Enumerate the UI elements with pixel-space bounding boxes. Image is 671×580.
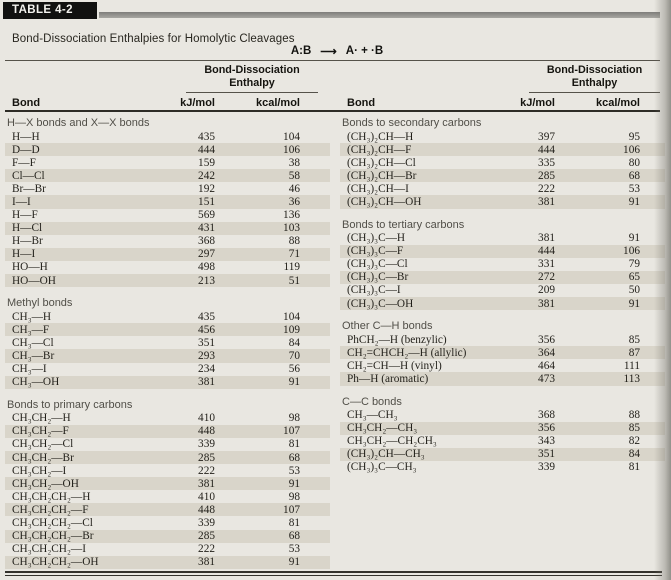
bond-row (5, 222, 330, 235)
kcal-value: 91 (288, 556, 300, 569)
kj-value: 285 (198, 451, 215, 464)
bond-row (340, 372, 665, 385)
kcal-value: 113 (623, 372, 640, 385)
kcal-value: 81 (288, 516, 300, 529)
column-headers-left (5, 93, 330, 109)
bond-row (5, 412, 330, 425)
kj-value: 151 (198, 196, 215, 209)
bond-name: CH₃CH₂CH₂—OH (12, 556, 99, 569)
bond-name: (CH₃)₃C—F (347, 245, 404, 258)
bond-column-header: Bond (12, 97, 41, 109)
kcal-value: 81 (288, 438, 300, 451)
kcal-value: 82 (628, 435, 640, 448)
bond-name: H—I (12, 248, 36, 261)
kj-value: 364 (538, 346, 555, 359)
section-label: H—X bonds and X—X bonds (7, 117, 150, 129)
kcal-column-header: kcal/mol (595, 97, 640, 109)
kj-value: 351 (198, 336, 215, 349)
bond-name: (CH₃)₂CH—H (347, 130, 414, 143)
bond-name: CH₃—F (12, 323, 50, 336)
kcal-value: 91 (628, 232, 640, 245)
bond-name: CH₃CH₂—Br (12, 451, 74, 464)
kcal-value: 106 (623, 245, 640, 258)
kcal-value: 85 (628, 333, 640, 346)
bond-name: CH₃—H (12, 310, 52, 323)
kj-value: 381 (198, 376, 215, 389)
bond-name: Br—Br (12, 182, 46, 195)
bond-row (5, 376, 330, 389)
kj-value: 381 (198, 477, 215, 490)
bond-name: D—D (12, 143, 40, 156)
bond-name: (CH₃)₃C—I (347, 284, 401, 297)
header-bar (99, 12, 660, 18)
bond-name: HO—OH (12, 274, 56, 287)
kj-value: 448 (198, 425, 215, 438)
kj-value: 356 (538, 422, 555, 435)
kcal-value: 136 (283, 209, 300, 222)
kj-value: 234 (198, 363, 215, 376)
header-top-rule (5, 60, 660, 61)
bond-row (5, 451, 330, 464)
bond-column-header: Bond (347, 97, 376, 109)
bond-row (5, 438, 330, 451)
bond-row (5, 530, 330, 543)
kj-value: 192 (198, 182, 215, 195)
bond-name: (CH₃)₂CH—CH₃ (347, 448, 425, 461)
kj-value: 339 (198, 438, 215, 451)
section-label: C—C bonds (342, 395, 402, 408)
bond-row (340, 284, 665, 297)
kcal-value: 104 (283, 310, 300, 323)
kcal-value: 98 (288, 490, 300, 503)
bond-name: PhCH₂—H (benzylic) (347, 333, 447, 346)
kcal-value: 81 (628, 461, 640, 474)
kcal-value: 104 (283, 130, 300, 143)
kj-value: 381 (538, 297, 555, 310)
kcal-column-header: kcal/mol (255, 97, 300, 109)
bond-row (340, 195, 665, 208)
bond-name: CH₃CH₂CH₂—F (12, 503, 89, 516)
kcal-value: 68 (288, 451, 300, 464)
kcal-value: 91 (288, 376, 300, 389)
bond-row (340, 182, 665, 195)
group-header-line1: Bond-Dissociation (546, 64, 643, 76)
group-header-line2: Enthalpy (571, 77, 618, 89)
kcal-value: 85 (628, 422, 640, 435)
kj-value: 464 (538, 359, 555, 372)
bond-name: CH₃CH₂—OH (12, 477, 79, 490)
equation-products: A· + ·B (345, 45, 384, 57)
kj-value: 285 (198, 530, 215, 543)
bond-row (5, 235, 330, 248)
kcal-value: 53 (628, 182, 640, 195)
kcal-value: 71 (288, 248, 300, 261)
bond-row (5, 310, 330, 323)
kj-value: 498 (198, 261, 215, 274)
bond-name: (CH₃)₃C—Br (347, 271, 409, 284)
kj-value: 397 (538, 130, 555, 143)
kcal-value: 36 (288, 196, 300, 209)
kj-value: 368 (198, 235, 215, 248)
bond-name: CH₃CH₂—H (12, 412, 71, 425)
kj-value: 444 (538, 245, 555, 258)
section-label: Bonds to tertiary carbons (342, 218, 465, 231)
bond-name: (CH₃)₂CH—Br (347, 169, 417, 182)
bond-row (5, 464, 330, 477)
bond-row (5, 490, 330, 503)
kcal-value: 106 (623, 143, 640, 156)
bond-name: CH₃CH₂CH₂—Cl (12, 516, 93, 529)
kj-value: 368 (538, 409, 555, 422)
kj-value: 444 (538, 143, 555, 156)
bond-row (5, 169, 330, 182)
bond-name: CH₃—Br (12, 349, 55, 362)
kcal-value: 50 (628, 284, 640, 297)
kj-value: 381 (538, 232, 555, 245)
kj-value: 339 (538, 461, 555, 474)
bond-name: (CH₃)₂CH—Cl (347, 156, 416, 169)
kcal-value: 95 (628, 130, 640, 143)
kcal-value: 106 (283, 143, 300, 156)
bond-name: H—Br (12, 235, 43, 248)
bond-row (340, 232, 665, 245)
kcal-value: 98 (288, 412, 300, 425)
kj-value: 339 (198, 516, 215, 529)
bond-row (5, 543, 330, 556)
bond-name: Cl—Cl (12, 169, 45, 182)
bond-row (5, 516, 330, 529)
page-edge-shadow (654, 0, 671, 580)
bond-name: (CH₃)₃C—Cl (347, 258, 408, 271)
bond-row (5, 143, 330, 156)
kcal-value: 70 (288, 349, 300, 362)
right-arrow-icon: ⟶ (320, 46, 337, 58)
bond-name: CH₃—Cl (12, 336, 54, 349)
bond-name: CH₂=CHCH₂—H (allylic) (347, 346, 467, 359)
bond-name: CH₃CH₂—CH₂CH₃ (347, 435, 437, 448)
bond-name: (CH₃)₃C—H (347, 232, 406, 245)
kcal-value: 107 (283, 425, 300, 438)
kcal-value: 119 (283, 261, 300, 274)
kcal-value: 91 (628, 196, 640, 209)
bond-row (340, 245, 665, 258)
bond-row (5, 261, 330, 274)
bond-row (340, 448, 665, 461)
bond-name: CH₃CH₂—Cl (12, 438, 74, 451)
enthalpy-group-header-right (529, 64, 660, 93)
kj-value: 569 (198, 209, 215, 222)
bond-row (5, 363, 330, 376)
kj-value: 335 (538, 156, 555, 169)
bond-row (340, 422, 665, 435)
bond-name: (CH₃)₃C—OH (347, 297, 414, 310)
bond-row (340, 271, 665, 284)
kcal-value: 84 (628, 448, 640, 461)
bond-name: CH₂=CH—H (vinyl) (347, 359, 442, 372)
header-bottom-rule (5, 110, 660, 112)
kcal-value: 38 (288, 156, 300, 169)
table-title: Bond-Dissociation Enthalpies for Homolytic Cleavages (12, 33, 295, 45)
table-bottom-rule-2 (5, 575, 662, 576)
kcal-value: 91 (288, 477, 300, 490)
bond-row (5, 556, 330, 569)
bond-name: CH₃CH₂—I (12, 464, 67, 477)
kcal-value: 84 (288, 336, 300, 349)
bond-name: CH₃—CH₃ (347, 409, 398, 422)
bond-name: HO—H (12, 261, 48, 274)
bond-row (5, 209, 330, 222)
kj-value: 331 (538, 258, 555, 271)
kj-value: 343 (538, 435, 555, 448)
kcal-value: 109 (283, 323, 300, 336)
bond-row (5, 130, 330, 143)
bond-row (5, 425, 330, 438)
table-tag: TABLE 4-2 (3, 2, 97, 19)
bond-name: CH₃—I (12, 363, 47, 376)
bond-row (5, 195, 330, 208)
bond-row (5, 323, 330, 336)
equation-reactant: A:B (290, 45, 312, 57)
kcal-value: 107 (283, 503, 300, 516)
section-label: Bonds to primary carbons (7, 398, 133, 411)
kcal-value: 58 (288, 169, 300, 182)
kj-value: 213 (198, 274, 215, 287)
kj-value: 410 (198, 412, 215, 425)
kj-value: 444 (198, 143, 215, 156)
section-label: Methyl bonds (7, 297, 73, 310)
bond-name: F—F (12, 156, 36, 169)
bond-row (5, 182, 330, 195)
bond-name: Ph—H (aromatic) (347, 372, 429, 385)
kj-value: 456 (198, 323, 215, 336)
bond-row (5, 349, 330, 362)
kj-value: 272 (538, 271, 555, 284)
bond-row (340, 409, 665, 422)
kcal-value: 103 (283, 222, 300, 235)
kj-value: 435 (198, 130, 215, 143)
homolysis-equation (262, 44, 412, 58)
kcal-value: 65 (628, 271, 640, 284)
kj-value: 448 (198, 503, 215, 516)
kcal-value: 56 (288, 363, 300, 376)
kcal-value: 80 (628, 156, 640, 169)
kj-value: 159 (198, 156, 215, 169)
kj-value: 473 (538, 372, 555, 385)
kcal-value: 111 (623, 359, 640, 372)
kj-value: 431 (198, 222, 215, 235)
bond-row (5, 156, 330, 169)
section-label: Other C—H bonds (342, 320, 433, 333)
bond-name: CH₃CH₂CH₂—Br (12, 530, 94, 543)
bond-name: H—H (12, 130, 40, 143)
bond-row (340, 359, 665, 372)
kj-value: 410 (198, 490, 215, 503)
kcal-value: 87 (628, 346, 640, 359)
bond-row (340, 333, 665, 346)
bond-name: H—F (12, 209, 38, 222)
table-bottom-rule (5, 571, 662, 573)
bond-row (340, 346, 665, 359)
bond-name: H—Cl (12, 222, 43, 235)
bond-name: (CH₃)₂CH—OH (347, 196, 422, 209)
bond-row (340, 156, 665, 169)
bond-name: I—I (12, 196, 31, 209)
column-headers-right (340, 93, 665, 109)
kcal-value: 79 (628, 258, 640, 271)
bond-row (340, 461, 665, 474)
bond-row (340, 130, 665, 143)
bond-name: CH₃CH₂CH₂—I (12, 543, 86, 556)
bond-row (5, 274, 330, 287)
kj-column-header: kJ/mol (520, 97, 555, 109)
kj-value: 222 (198, 543, 215, 556)
enthalpy-group-header-left (186, 64, 318, 93)
bond-row (5, 248, 330, 261)
bond-row (340, 169, 665, 182)
kcal-value: 68 (628, 169, 640, 182)
kcal-value: 88 (628, 409, 640, 422)
bond-name: (CH₃)₃C—CH₃ (347, 461, 417, 474)
bond-name: CH₃CH₂CH₂—H (12, 490, 91, 503)
kcal-value: 91 (628, 297, 640, 310)
bond-row (340, 143, 665, 156)
kcal-value: 53 (288, 543, 300, 556)
kj-value: 435 (198, 310, 215, 323)
group-header-line1: Bond-Dissociation (204, 64, 300, 76)
kj-value: 222 (538, 182, 555, 195)
section-label: Bonds to secondary carbons (342, 117, 482, 129)
kj-value: 381 (538, 196, 555, 209)
kj-value: 285 (538, 169, 555, 182)
kcal-value: 88 (288, 235, 300, 248)
kj-value: 381 (198, 556, 215, 569)
kj-column-header: kJ/mol (180, 97, 215, 109)
table-column-right (340, 114, 665, 474)
bond-row (5, 477, 330, 490)
kj-value: 356 (538, 333, 555, 346)
kcal-value: 53 (288, 464, 300, 477)
kcal-value: 51 (288, 274, 300, 287)
kj-value: 297 (198, 248, 215, 261)
bond-row (5, 503, 330, 516)
kj-value: 209 (538, 284, 555, 297)
kj-value: 351 (538, 448, 555, 461)
bond-name: CH₃—OH (12, 376, 60, 389)
bond-name: (CH₃)₂CH—F (347, 143, 412, 156)
group-header-line2: Enthalpy (229, 77, 275, 89)
kcal-value: 68 (288, 530, 300, 543)
bond-row (5, 336, 330, 349)
kcal-value: 46 (288, 182, 300, 195)
bond-row (340, 258, 665, 271)
bond-row (340, 435, 665, 448)
bond-row (340, 297, 665, 310)
bond-name: CH₃CH₂—F (12, 425, 69, 438)
table-column-left (5, 114, 330, 569)
kj-value: 222 (198, 464, 215, 477)
kj-value: 242 (198, 169, 215, 182)
bond-name: CH₃CH₂—CH₃ (347, 422, 418, 435)
kj-value: 293 (198, 349, 215, 362)
bond-name: (CH₃)₂CH—I (347, 182, 409, 195)
